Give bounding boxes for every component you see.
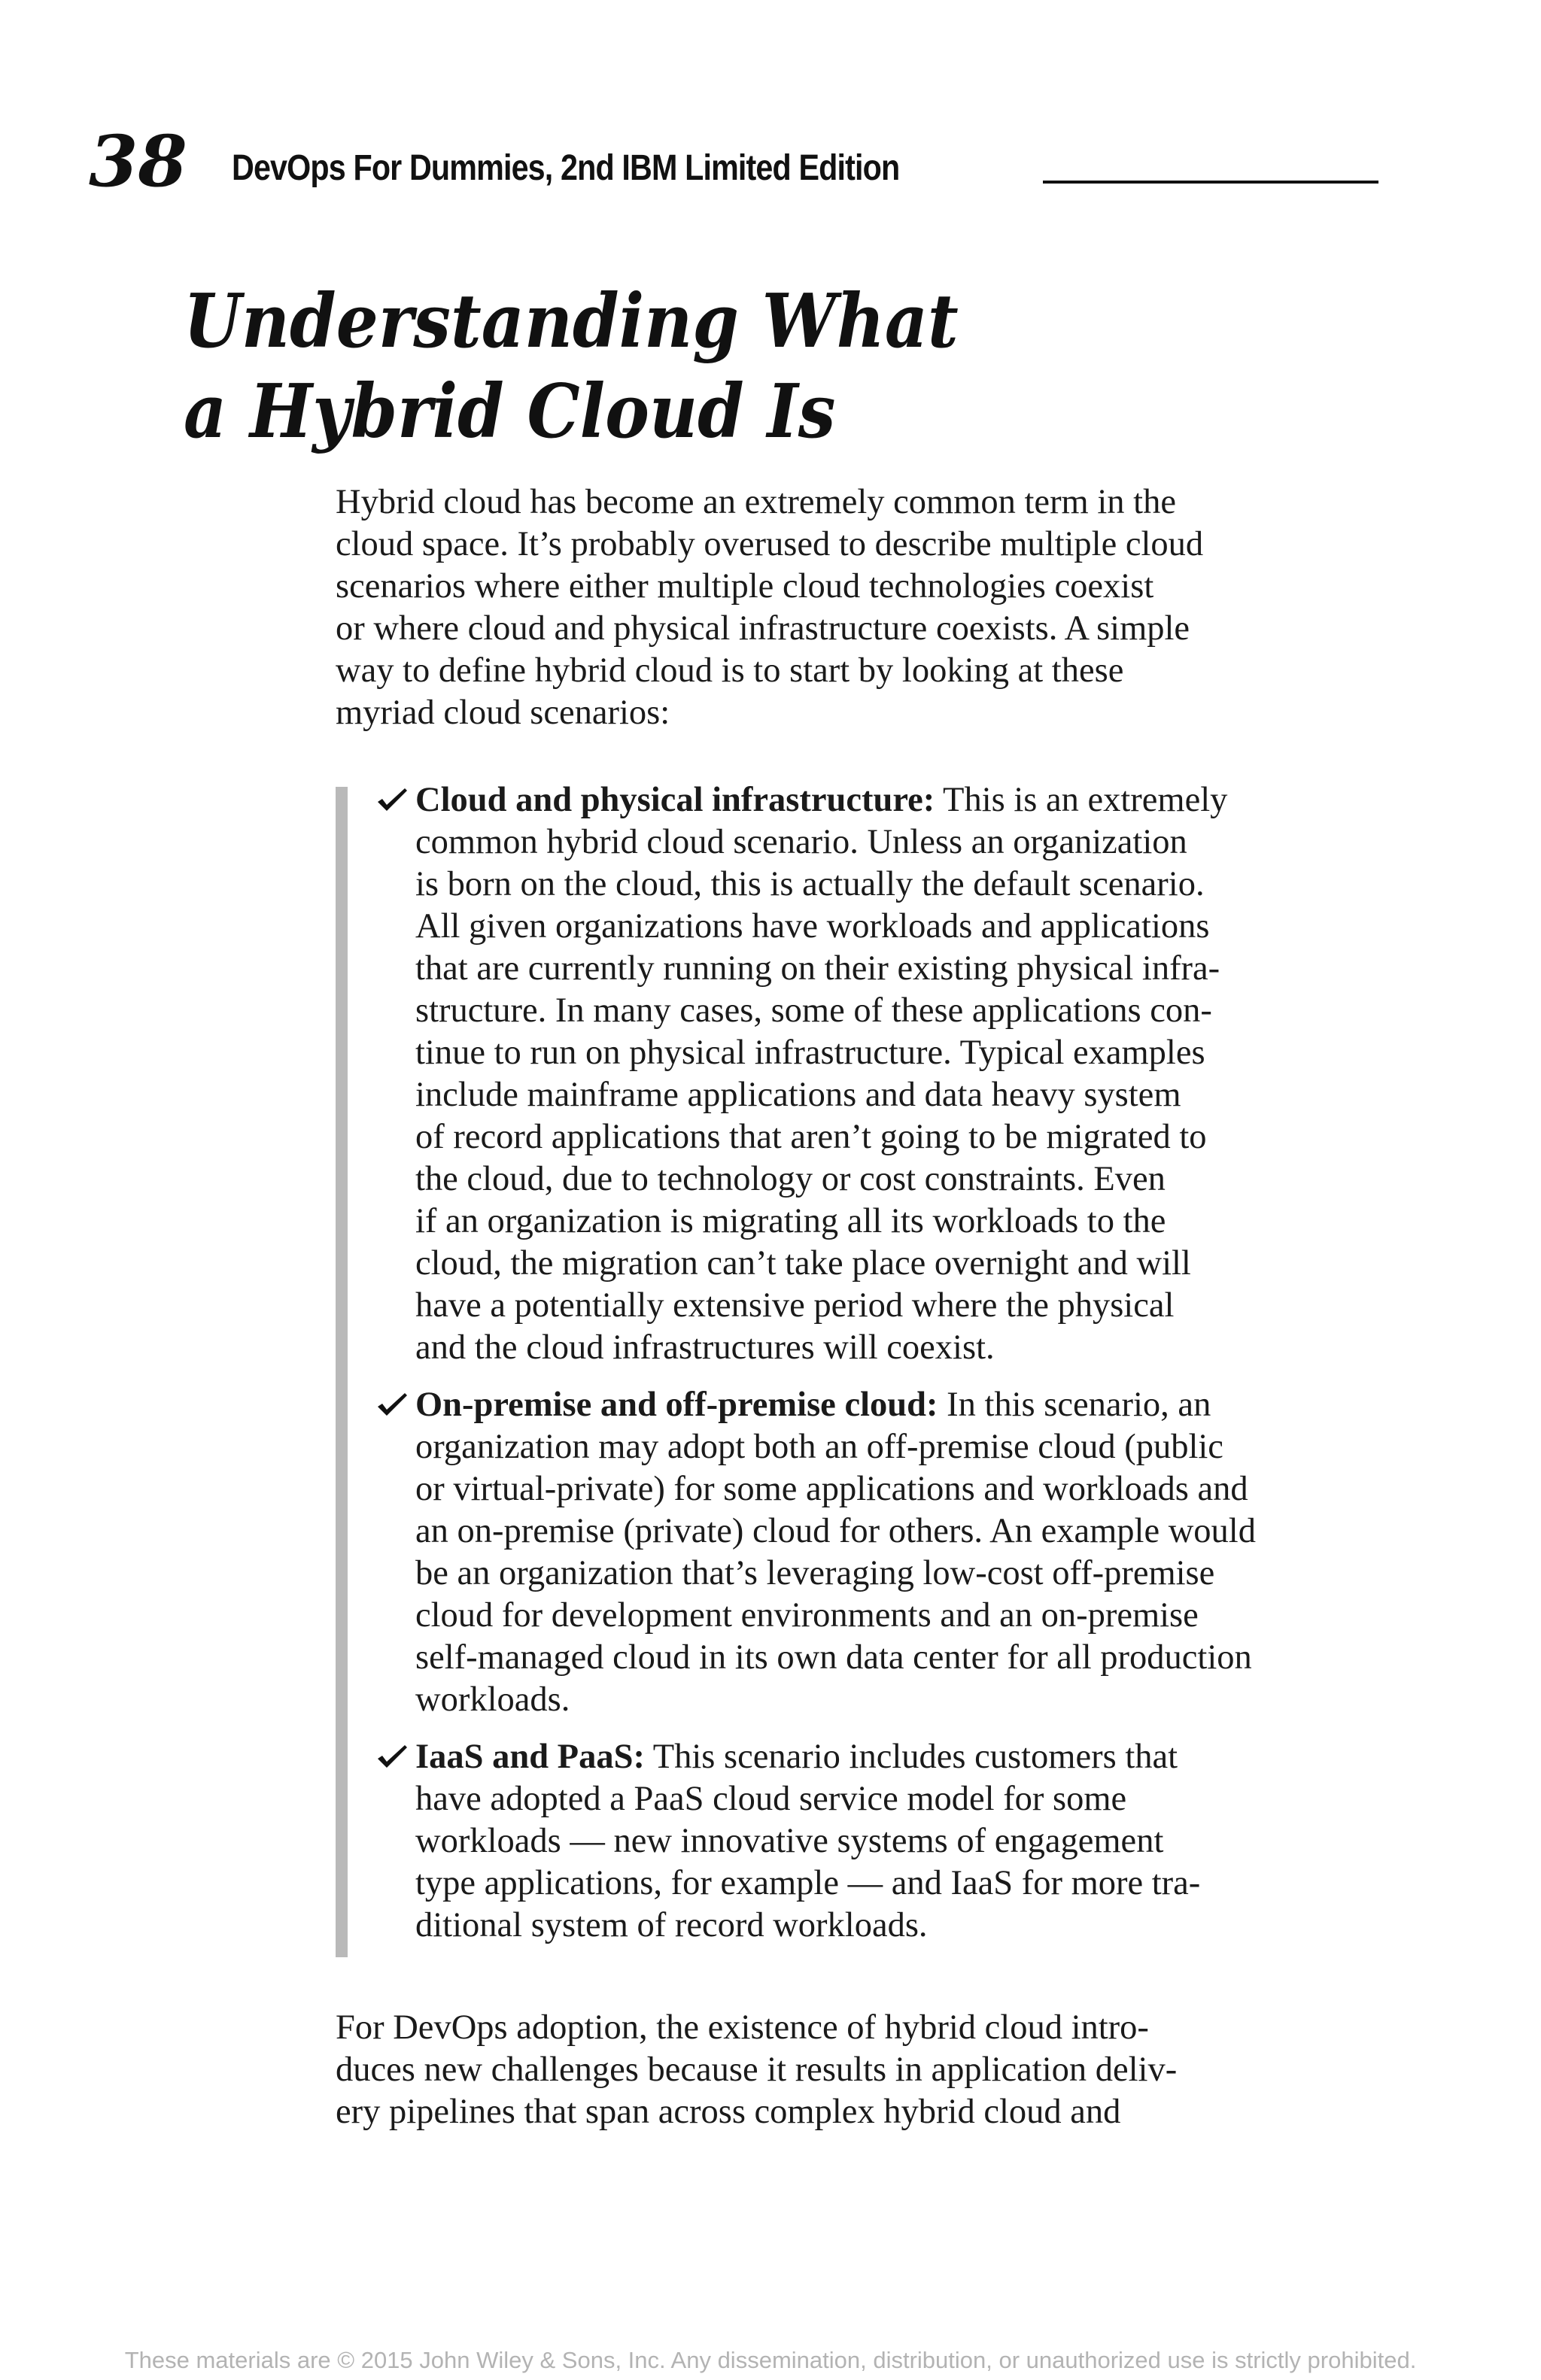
list-item (376, 779, 1256, 1369)
text-line: of record applications that aren’t going to be migrated to (415, 1118, 1207, 1156)
text-line: structure. In many cases, some of these applications con- (415, 991, 1212, 1030)
list-item (376, 1736, 1256, 1947)
text-line: is born on the cloud, this is actually the default scenario. (415, 865, 1205, 903)
header-rule (1043, 181, 1378, 184)
text-line: Hybrid cloud has become an extremely common term in the (336, 483, 1176, 521)
section-heading (184, 277, 959, 457)
copyright-notice: These materials are © 2015 John Wiley & Sons, Inc. Any dissemination, distribution, or unauthorized use is strictly prohibited. (124, 2347, 1417, 2373)
text-line: type applications, for example — and IaaS for more tra- (415, 1864, 1201, 1902)
heading-line: Understanding What (184, 278, 959, 365)
text-line: an on-premise (private) cloud for others. An example would (415, 1512, 1256, 1550)
text-line: workloads — new innovative systems of engagement (415, 1822, 1164, 1860)
text-line: common hybrid cloud scenario. Unless an organization (415, 823, 1187, 861)
text-line: include mainframe applications and data heavy system (415, 1076, 1181, 1114)
text-line: tinue to run on physical infrastructure. Typical examples (415, 1034, 1205, 1072)
text-line: cloud, the migration can’t take place overnight and will (415, 1244, 1191, 1283)
text-line (415, 1384, 1256, 1426)
intro-paragraph (336, 481, 1389, 734)
text-line: cloud space. It’s probably overused to describe multiple cloud (336, 525, 1204, 563)
text-line: have adopted a PaaS cloud service model for some (415, 1780, 1127, 1818)
list-item-first-line: In this scenario, an (938, 1386, 1211, 1424)
list-item-text (415, 1384, 1256, 1721)
text-line: All given organizations have workloads and applications (415, 907, 1210, 946)
text-line: workloads. (415, 1680, 570, 1719)
text-line: that are currently running on their existing physical infra- (415, 949, 1220, 988)
text-line: the cloud, due to technology or cost constraints. Even (415, 1160, 1166, 1198)
list-item-term: On-premise and off-premise cloud: (415, 1386, 938, 1424)
list-item-text (415, 779, 1256, 1369)
list-item-first-line: This scenario includes customers that (644, 1738, 1178, 1776)
page-number: 38 (89, 120, 187, 203)
text-line (415, 779, 1256, 821)
text-line: duces new challenges because it results in application deliv- (336, 2051, 1178, 2089)
list-item-term: Cloud and physical infrastructure: (415, 781, 935, 819)
text-line: For DevOps adoption, the existence of hybrid cloud intro- (336, 2008, 1149, 2047)
check-mark-icon (376, 787, 408, 812)
text-line: ery pipelines that span across complex hybrid cloud and (336, 2093, 1121, 2131)
scenario-list (376, 779, 1256, 1962)
text-line: or virtual-private) for some applications and workloads and (415, 1470, 1248, 1508)
text-line: and the cloud infrastructures will coexist. (415, 1328, 995, 1367)
check-mark-icon (376, 1744, 408, 1769)
text-line: have a potentially extensive period where the physical (415, 1286, 1175, 1325)
text-line: myriad cloud scenarios: (336, 694, 670, 732)
text-line: organization may adopt both an off-premise cloud (public (415, 1428, 1223, 1466)
text-line: or where cloud and physical infrastructure coexists. A simple (336, 609, 1190, 648)
list-item-first-line: This is an extremely (935, 781, 1228, 819)
running-title: DevOps For Dummies, 2nd IBM Limited Edition (232, 148, 900, 188)
heading-line: a Hybrid Cloud Is (184, 369, 836, 455)
text-line: if an organization is migrating all its workloads to the (415, 1202, 1166, 1240)
closing-paragraph (336, 2007, 1177, 2133)
list-sidebar-bar (336, 787, 348, 1957)
text-line: be an organization that’s leveraging low-cost off-premise (415, 1554, 1215, 1592)
list-item (376, 1384, 1256, 1721)
list-item-text (415, 1736, 1256, 1947)
text-line: way to define hybrid cloud is to start by looking at these (336, 651, 1124, 690)
text-line: self-managed cloud in its own data center for all production (415, 1638, 1252, 1677)
text-line: scenarios where either multiple cloud technologies coexist (336, 567, 1154, 606)
text-line (415, 1736, 1256, 1778)
check-mark-icon (376, 1392, 408, 1417)
text-line: cloud for development environments and an on-premise (415, 1596, 1199, 1635)
list-item-term: IaaS and PaaS: (415, 1738, 645, 1776)
text-line: ditional system of record workloads. (415, 1906, 928, 1944)
